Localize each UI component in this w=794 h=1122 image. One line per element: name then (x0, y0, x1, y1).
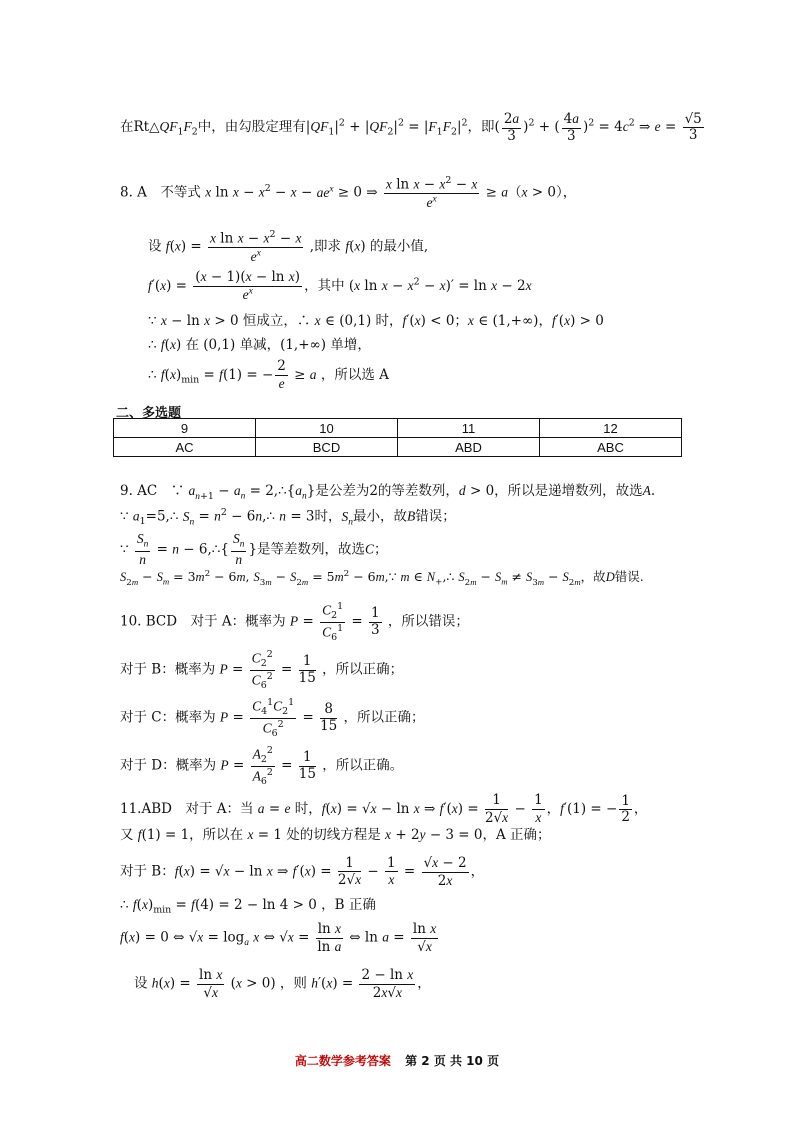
text-line-21: 设 h(x) = $\frac{\text{ln x}}{√x}$ (x > 0) ，则 h′(x) = $\frac{\text{2 − ln x}}{2x√x}$ ， (134, 967, 431, 1001)
table-cell: AC (114, 438, 256, 457)
footer-title: 高二数学参考答案 (294, 1054, 391, 1068)
text-line-9: ∵ $a_1=5,\therefore$ $S_n = n^2$ − 6n,∴ n = 3时，$S_n$最小，故B错误； (120, 507, 456, 528)
text-line-3: 设 f(x) = $\frac{x \ln x - x^2 - x}{e^x}$ ,即求 f(x) 的最小值, (148, 229, 429, 264)
text-line-14: 对于 C：概率为 P = $\frac{C_4^1C_2^1}{C_6^2}$ = $\frac{8}{15}$ ，所以正确； (120, 697, 425, 739)
answer-table (113, 418, 682, 457)
text-line-4: f′(x) = $\frac{\text{(x − 1)(x − ln x)}}{e^x}$ ，其中 (x $\ln x - x^2 - x)' = \ln x - 2x$ (148, 269, 532, 302)
table-cell: BCD (256, 438, 398, 457)
table-cell: 9 (114, 419, 256, 438)
text-line-19: ∴ $f(x)_{min} = f(4) = 2 - \ln 4 > 0$ ，B 正确 (120, 897, 376, 916)
text-line-20: f(x) = 0 ⇔ $√x = \log_a x$ ⇔ √x = $\frac{\text{ln x}}{\text{ln a}}$ ⇔ ln a = $\frac{\text{ln x}}{√x}$ (120, 921, 437, 955)
table-cell: ABC (540, 438, 682, 457)
page-footer (0, 1052, 794, 1069)
text-line-6: ∴ f(x) 在 (0,1) 单减，(1,+∞) 单增， (148, 337, 371, 353)
table-row (114, 438, 682, 457)
text-line-11: $S_{2m} - S_m = 3m^2 - 6m$, $S_{3m} - S_{2m} = 5m^2$ − 6m,∵ m ∈ $N_+,\therefore$ $S_{2m} - S_m \ne S_{3m} - S_{2m}$，故D错误. (120, 569, 644, 588)
text-line-1: 在$Rt\triangle QF_1F_2$中，由勾股定理有$|QF_1|^2 + |QF_2|^2 = |F_1F_2|^2$，即( $\frac{2a}{3}$ )$^2$ + ( $\frac{4a}{3}$ )$^2 = 4c^2$ ⇒ e = $\frac{√5}{3}$ (120, 110, 702, 144)
text-line-10: ∵ $\frac{S_n}{n}$ = n − 6,∴{ $\frac{S_n}{n}$ }是等差数列，故选C； (120, 531, 388, 568)
text-line-12: 10. BCD 对于 A：概率为 P = $\frac{C_2^1}{C_6^1}$ = $\frac{1}{3}$ ，所以错误； (120, 601, 469, 643)
text-line-13: 对于 B：概率为 P = $\frac{C_2^2}{C_6^2}$ = $\frac{1}{15}$ ，所以正确； (120, 649, 404, 691)
text-line-15: 对于 D：概率为 P = $\frac{A_2^2}{A_6^2}$ = $\frac{1}{15}$ ，所以正确。 (120, 745, 404, 787)
table-header-row (114, 419, 682, 438)
table-cell: 10 (256, 419, 398, 438)
table-cell: 12 (540, 419, 682, 438)
footer-page-number: 第 2 页 共 10 页 (405, 1054, 500, 1068)
text-line-2: 8. A 不等式 x $\ln x - x^2 - x - ae^x \ge 0$ ⇒ $\frac{x \ln x - x^2 - x}{e^x}$ ≥ a（x > 0）， (120, 175, 577, 210)
section-title: 二、多选题 (116, 406, 182, 421)
text-line-17: 又 f(1) = 1，所以在 x = 1 处的切线方程是 x + 2y − 3 = 0，A 正确； (120, 827, 551, 843)
text-line-5: ∵ x − ln x > 0 恒成立，∴ x ∈ (0,1) 时，f′(x) < 0；x ∈ (1,+∞)，f′(x) > 0 (148, 313, 604, 329)
text-line-18: 对于 B：f(x) = √x − ln x ⇒ f′(x) = $\frac{1}{2√x}$ − $\frac{1}{x}$ = $\frac{√x - 2}{2x}$ ， (120, 854, 485, 889)
text-line-7: ∴ $f(x)_{min} = f(1)$ = − $\frac{2}{e}$ ≥ a ，所以选 A (148, 358, 389, 391)
table-cell: ABD (398, 438, 540, 457)
table-cell: 11 (398, 419, 540, 438)
text-line-16: 11.ABD 对于 A：当 a = e 时，f(x) = √x − ln x ⇒ f′(x) = $\frac{1}{2√x}$ − $\frac{1}{x}$ ，f′(1) = − $\frac{1}{2}$ ， (120, 792, 648, 826)
text-line-8: 9. AC ∵ $a_{n+1} - a_n$ = $2,\therefore\{a_n\}$是公差为2的等差数列，d > 0，所以是递增数列，故选A. (120, 483, 656, 502)
